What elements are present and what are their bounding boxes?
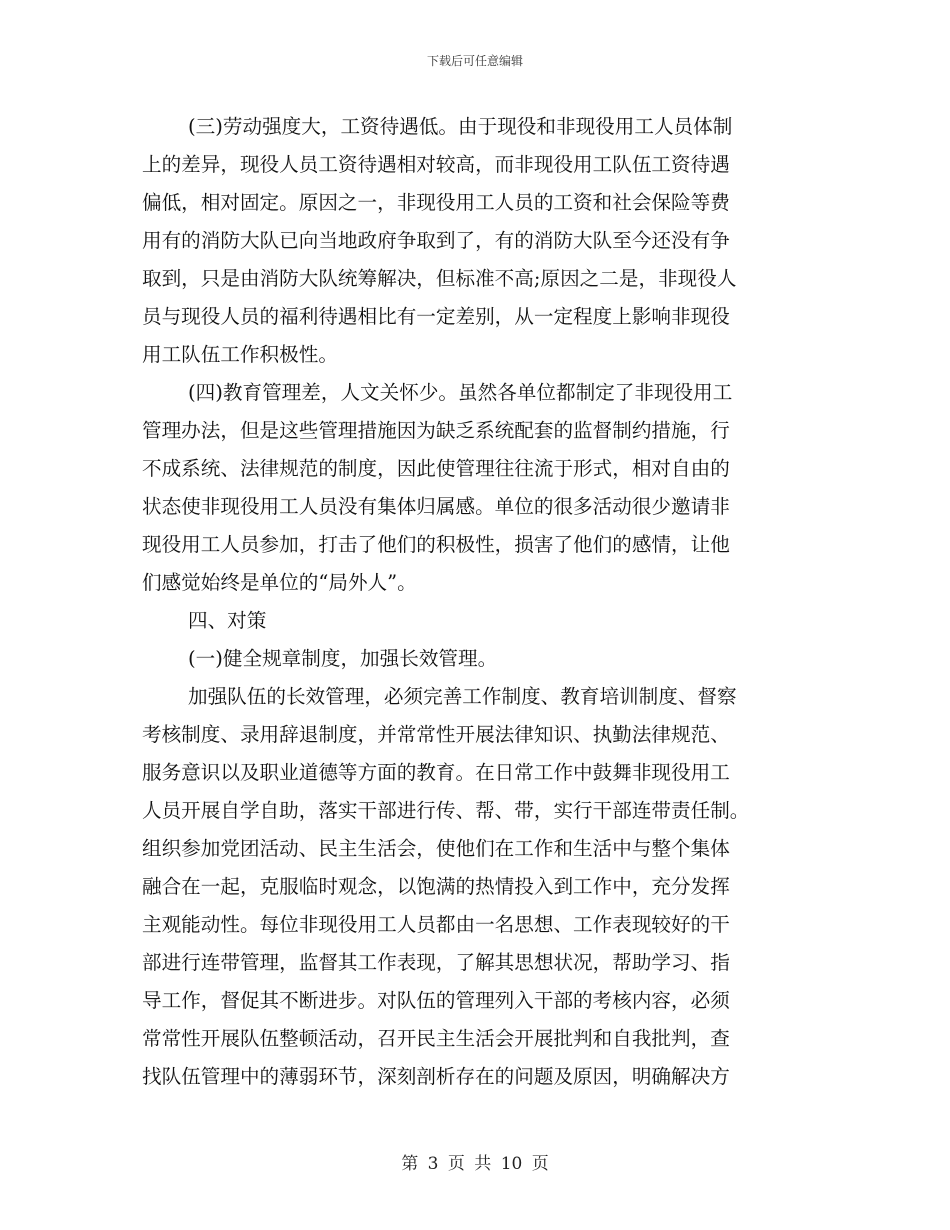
text-line: 取到，只是由消防大队统筹解决，但标准不高;原因之二是，非现役人 (142, 267, 737, 290)
text-line: 融合在一起，克服临时观念，以饱满的热情投入到工作中，充分发挥 (142, 875, 730, 898)
text-line: 偏低，相对固定。原因之一，非现役用工人员的工资和社会保险等费 (142, 191, 730, 214)
document-body (142, 108, 808, 1096)
page-number-footer: 第 3 页 共 10 页 (401, 1154, 549, 1174)
text-line: 部进行连带管理，监督其工作表现，了解其思想状况，帮助学习、指 (142, 951, 730, 974)
text-line: 上的差异，现役人员工资待遇相对较高，而非现役用工队伍工资待遇 (142, 153, 730, 176)
text-line: 考核制度、录用辞退制度，并常常性开展法律知识、执勤法律规范、 (142, 723, 730, 746)
text-line: 用工队伍工作积极性。 (142, 343, 338, 366)
text-line: 状态使非现役用工人员没有集体归属感。单位的很多活动很少邀请非 (142, 495, 730, 518)
text-line: (四)教育管理差，人文关怀少。虽然各单位都制定了非现役用工 (188, 381, 733, 404)
text-line: 员与现役人员的福利待遇相比有一定差别，从一定程度上影响非现役 (142, 305, 730, 328)
page-header: 下载后可任意编辑 (426, 54, 523, 68)
text-line: 常常性开展队伍整顿活动，召开民主生活会开展批判和自我批判，查 (142, 1027, 730, 1050)
text-line: 人员开展自学自助，落实干部进行传、帮、带，实行干部连带责任制。 (142, 799, 750, 822)
text-line: 导工作，督促其不断进步。对队伍的管理列入干部的考核内容，必须 (142, 989, 730, 1012)
subsection-heading: (一)健全规章制度，加强长效管理。 (188, 647, 498, 670)
text-line: (三)劳动强度大，工资待遇低。由于现役和非现役用工人员体制 (188, 115, 733, 138)
section-heading: 四、对策 (188, 609, 267, 632)
text-line: 主观能动性。每位非现役用工人员都由一名思想、工作表现较好的干 (142, 913, 730, 936)
text-line: 加强队伍的长效管理，必须完善工作制度、教育培训制度、督察 (188, 685, 737, 708)
text-line: 们感觉始终是单位的“局外人”。 (142, 571, 417, 594)
text-line: 管理办法，但是这些管理措施因为缺乏系统配套的监督制约措施，行 (142, 419, 730, 442)
text-line: 找队伍管理中的薄弱环节，深刻剖析存在的问题及原因，明确解决方 (142, 1065, 730, 1088)
text-line: 服务意识以及职业道德等方面的教育。在日常工作中鼓舞非现役用工 (142, 761, 730, 784)
text-line: 用有的消防大队已向当地政府争取到了，有的消防大队至今还没有争 (142, 229, 730, 252)
text-line: 现役用工人员参加，打击了他们的积极性，损害了他们的感情，让他 (142, 533, 730, 556)
text-line: 不成系统、法律规范的制度，因此使管理往往流于形式，相对自由的 (142, 457, 730, 480)
text-line: 组织参加党团活动、民主生活会，使他们在工作和生活中与整个集体 (142, 837, 730, 860)
